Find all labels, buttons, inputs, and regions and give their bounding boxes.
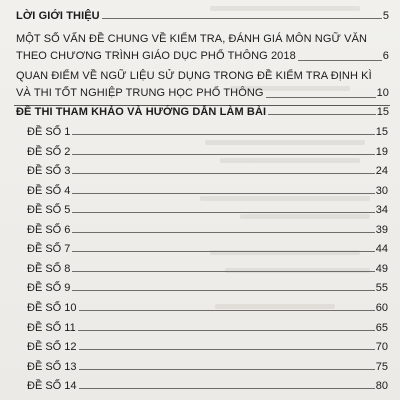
dot-leader xyxy=(79,369,375,370)
toc-page-number: 30 xyxy=(375,184,388,197)
toc-page-number: 24 xyxy=(375,165,388,178)
dot-leader xyxy=(72,271,374,272)
dot-leader xyxy=(298,60,382,61)
toc-page-number: 39 xyxy=(375,223,388,236)
toc-item-title-line1: QUAN ĐIỂM VỀ NGỮ LIỆU SỬ DỤNG TRONG ĐỀ KIỂM TRA ĐỊNH KÌ xyxy=(16,70,372,82)
toc-page-number: 70 xyxy=(375,341,388,354)
toc-item-title: ĐỀ SỐ 12 xyxy=(27,341,77,354)
toc-item-title: ĐỀ SỐ 4 xyxy=(27,184,71,197)
dot-leader xyxy=(72,173,374,174)
toc-item-exam[interactable] xyxy=(22,263,388,275)
dot-leader xyxy=(72,134,374,135)
dot-leader xyxy=(79,388,375,389)
toc-page-number: 5 xyxy=(382,10,389,22)
toc-section-title: ĐỀ THI THAM KHẢO VÀ HƯỚNG DẪN LÀM BÀI xyxy=(16,106,267,118)
toc-page-number: 75 xyxy=(375,360,388,373)
toc-item-material-views[interactable] xyxy=(16,68,389,102)
toc-page-number: 60 xyxy=(375,302,388,314)
toc-item-exam[interactable] xyxy=(22,361,388,373)
dot-leader xyxy=(79,349,375,350)
toc-item-title: ĐỀ SỐ 1 xyxy=(27,126,71,138)
toc-item-exam[interactable] xyxy=(22,185,388,197)
toc-item-exam[interactable] xyxy=(22,380,388,392)
toc-page-number: 55 xyxy=(375,282,388,295)
dot-leader xyxy=(72,212,374,213)
toc-item-general-issues[interactable] xyxy=(16,31,389,65)
toc-item-title: ĐỀ SỐ 3 xyxy=(27,165,71,178)
toc-item-exam[interactable] xyxy=(22,302,388,314)
toc-item-exam[interactable] xyxy=(22,165,388,177)
toc-page-number: 6 xyxy=(382,50,389,62)
toc-page-number: 49 xyxy=(375,262,388,275)
toc-item-exam[interactable] xyxy=(22,322,388,334)
dot-leader xyxy=(78,330,375,331)
toc-item-intro[interactable] xyxy=(16,10,389,22)
toc-section-exams[interactable] xyxy=(16,106,389,118)
toc-item-title-line2: THEO CHƯƠNG TRÌNH GIÁO DỤC PHỔ THÔNG 2018 xyxy=(16,50,296,62)
toc-item-title: ĐỀ SỐ 14 xyxy=(27,380,77,393)
toc-item-title: ĐỀ SỐ 7 xyxy=(27,243,71,256)
toc-item-exam[interactable] xyxy=(22,282,388,294)
toc-page-number: 15 xyxy=(376,106,389,118)
toc-item-title: ĐỀ SỐ 13 xyxy=(27,360,77,373)
toc-item-title: ĐỀ SỐ 11 xyxy=(27,321,76,334)
toc-item-exam[interactable] xyxy=(22,243,388,255)
toc-item-title: ĐỀ SỐ 2 xyxy=(27,145,71,158)
dot-leader xyxy=(266,97,376,98)
dot-leader xyxy=(79,310,375,311)
toc-item-title: ĐỀ SỐ 10 xyxy=(27,302,77,314)
dot-leader xyxy=(72,232,374,233)
toc-page-number: 10 xyxy=(376,87,389,99)
toc-page-number: 44 xyxy=(375,243,388,256)
toc-page-number: 80 xyxy=(375,380,388,393)
toc-item-title: ĐỀ SỐ 5 xyxy=(27,204,71,217)
dot-leader xyxy=(102,18,382,19)
toc-page-number: 34 xyxy=(375,204,388,217)
dot-leader xyxy=(268,114,376,115)
toc-item-title: ĐỀ SỐ 6 xyxy=(27,223,71,236)
dot-leader xyxy=(72,154,374,155)
toc-item-exam[interactable] xyxy=(22,224,388,236)
dot-leader xyxy=(72,251,374,252)
toc-item-exam[interactable] xyxy=(22,126,388,138)
toc-item-exam[interactable] xyxy=(22,341,388,353)
toc-item-title: ĐỀ SỐ 8 xyxy=(27,262,71,275)
toc-item-title-line1: MỘT SỐ VẤN ĐỀ CHUNG VỀ KIỂM TRA, ĐÁNH GIÁ MÔN NGỮ VĂN xyxy=(16,33,368,45)
toc-item-title: LỜI GIỚI THIỆU xyxy=(16,10,100,22)
dot-leader xyxy=(72,290,374,291)
toc-page-number: 15 xyxy=(375,126,388,138)
toc-page-number: 65 xyxy=(375,321,388,334)
toc-item-title: ĐỀ SỐ 9 xyxy=(27,282,71,295)
toc-item-exam[interactable] xyxy=(22,204,388,216)
toc-page-number: 19 xyxy=(375,145,388,158)
dot-leader xyxy=(72,193,374,194)
toc-item-exam[interactable] xyxy=(22,146,388,158)
toc-item-title-line2: VÀ THI TỐT NGHIỆP TRUNG HỌC PHỔ THÔNG xyxy=(16,87,264,99)
